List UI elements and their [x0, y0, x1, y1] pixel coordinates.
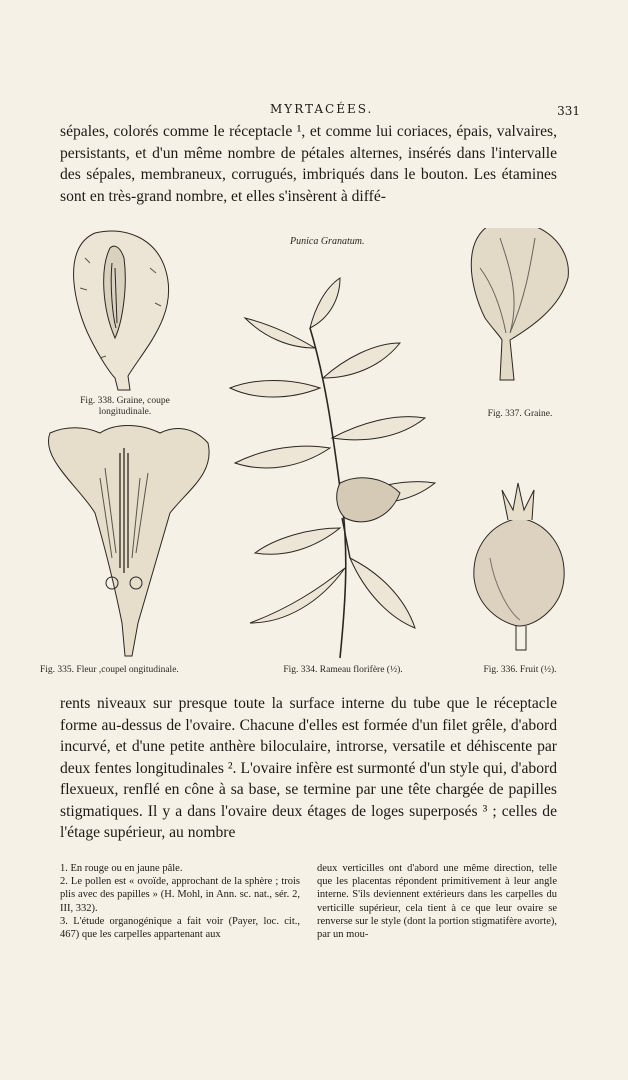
figure-title: Punica Granatum. [290, 236, 365, 247]
caption-fig-334: Fig. 334. Rameau florifère (½). [283, 665, 403, 675]
paragraph-text: rents niveaux sur presque toute la surface interne du tube que le réceptacle forme au-dessus de l'ovaire. Chacune d'elles est formée d'un filet grêle, d'abord incurvé, et d'une petite anthère biloculaire, introrse, versatile et déhiscente par deux fentes longitudinales ². L'ovaire infère est surmonté d'un style qui, d'abord flexueux, renflé en cône à sa base, se termine par une tête chargée de papilles stigmatiques. Il y a dans l'ovaire deux étages de loges superposés ³ ; celles de l'étage supérieur, au nombre [60, 695, 557, 841]
caption-fig-337: Fig. 337. Graine. [487, 409, 553, 419]
figure-punica-granatum [40, 228, 585, 683]
footnote-continued: deux verticilles ont d'abord une même direction, telle que les placentas répondent primitivement à leur angle interne. S'ils deviennent extérieurs dans les carpelles du verticille supérieur, cela tient à ce que leur ovaire se renverse sur le style (dont la portion stigmatifère avorte), par un mou- [317, 863, 557, 941]
caption-fig-335: Fig. 335. Fleur ,coupel ongitudinale. [40, 665, 179, 675]
seed-drawing [471, 228, 568, 380]
running-title: MYRTACÉES. [270, 102, 374, 116]
fruit-drawing [474, 483, 564, 650]
botanical-plate-illustration [40, 228, 585, 683]
footnotes-left-column [60, 862, 300, 941]
footnotes-right-column [317, 862, 557, 941]
page-header [60, 102, 580, 120]
flowering-branch-drawing [230, 278, 435, 658]
footnote-2: 2. Le pollen est « ovoïde, approchant de la sphère ; trois plis avec des papilles » (H. Mohl, in Ann. sc. nat., sér. 2, III, 332). [60, 876, 300, 914]
paragraph-text: sépales, colorés comme le réceptacle ¹, et comme lui coriaces, épais, valvaires, persistants, et d'un même nombre de pétales alternes, insérés dans l'intervalle des sépales, membraneux, corrugués, imbriqués dans le bouton. Les étamines sont en très-grand nombre, et elles s'insèrent à diffé- [60, 123, 557, 205]
seed-section-drawing [74, 231, 169, 390]
page-number: 331 [557, 104, 580, 118]
caption-fig-338: Fig. 338. Graine, coupe longitudinale. [80, 396, 170, 417]
footnotes [60, 862, 557, 942]
body-paragraph-bottom [60, 693, 557, 844]
footnote-3: 3. L'étude organogénique a fait voir (Payer, loc. cit., 467) que les carpelles appartenant aux [60, 915, 300, 941]
caption-fig-336: Fig. 336. Fruit (½). [483, 665, 557, 675]
flower-section-drawing [48, 426, 209, 657]
footnote-1: 1. En rouge ou en jaune pâle. [60, 863, 183, 874]
body-paragraph-top [60, 121, 557, 207]
